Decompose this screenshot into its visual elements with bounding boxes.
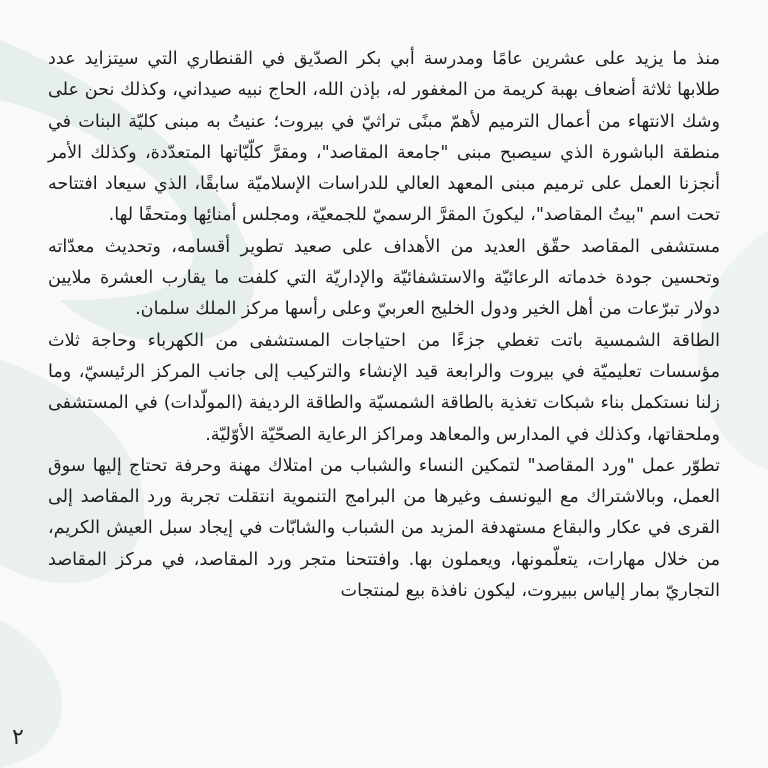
page-number: ٢ [12, 725, 24, 750]
paragraph-hospital: مستشفى المقاصد حقّق العديد من الأهداف على صعيد تطوير أقسامه، وتحديث معدّاته وتحسين جودة خدماته الرعائيّة والاستشفائيّة والإداريّة التي كلفت ما يقارب العشرة ملايين دولار تبرّعات من أهل الخير ودول الخليج العربيّ وعلى رأسها مركز الملك سلمان. [48, 236, 720, 320]
body-text [48, 44, 720, 607]
paragraph-schools-buildings: منذ ما يزيد على عشرين عامًا ومدرسة أبي بكر الصدّيق في القنطاري التي سيتزايد عدد طلابها ثلاثة أضعاف بهبة كريمة من المغفور له، بإذن الله، الحاج نبيه صيداني، وكذلك نحن على وشك الانتهاء من أعمال الترميم لأهمّ مبنًى تراثيّ في بيروت؛ عنيتُ به مبنى كليّة البنات في منطقة الباشورة الذي سيصبح مبنى "جامعة المقاصد"، ومقرَّ كلّيّاتها المتعدّدة، وكذلك الأمر أنجزنا العمل على ترميم مبنى المعهد العالي للدراسات الإسلاميّة سابقًا، الذي سيعاد افتتاحه تحت اسم "بيتُ المقاصد"، ليكونَ المقرَّ الرسميّ للجمعيّة، ومجلس أمنائِها ومتحفًا لها. [48, 49, 720, 226]
paragraph-solar-energy: الطاقة الشمسية باتت تغطي جزءًا من احتياجات المستشفى من الكهرباء وحاجة ثلاث مؤسسات تعليميّة في بيروت والرابعة قيد الإنشاء والتركيب إلى جانب المركز الرئيسيّ، وما زلنا نستكمل بناء شبكات تغذية بالطاقة الشمسيّة والطاقة الرديفة (المولّدات) في المستشفى وملحقاتها، وكذلك في المدارس والمعاهد ومراكز الرعاية الصحّيّة الأوّليّة. [48, 330, 720, 445]
watermark-stroke-lower [0, 620, 62, 768]
paragraph-ward-almaqased: تطوّر عمل "ورد المقاصد" لتمكين النساء والشباب من امتلاك مهنة وحرفة تحتاج إليها سوق العمل، وبالاشتراك مع اليونسف وغيرها من البرامج التنموية انتقلت تجربة ورد المقاصد إلى القرى في عكار والبقاع مستهدفة المزيد من الشباب والشابّات في إيجاد سبل العيش الكريم، من خلال مهارات، يتعلّمونها، ويعملون بها. وافتتحنا متجر ورد المقاصد، في مركز المقاصد التجاريّ بمار إلياس ببيروت، ليكون نافذة بيع لمنتجات [48, 455, 720, 602]
